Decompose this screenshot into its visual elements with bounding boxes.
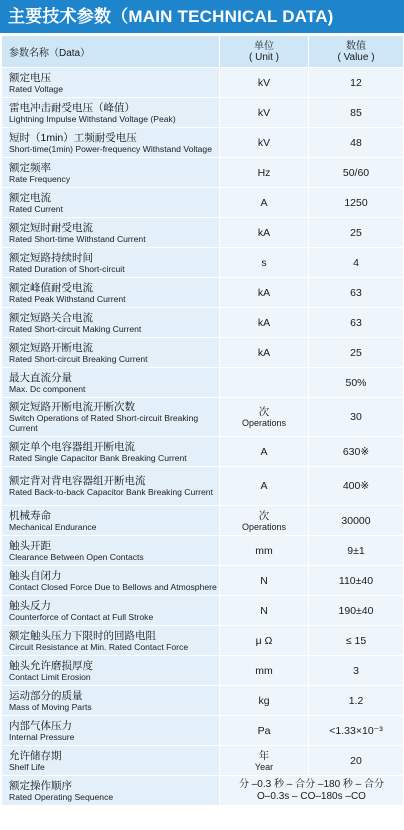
row-unit-cell — [220, 716, 309, 746]
row-name-en: Rated Current — [9, 203, 63, 214]
row-unit-en: Year — [254, 761, 274, 772]
table-row — [2, 98, 404, 128]
row-name-en: Rated Single Capacitor Bank Breaking Current — [9, 452, 187, 463]
row-name-cn: 额定短时耐受电流 — [9, 221, 93, 234]
header-value-en: ( Value ) — [337, 51, 375, 63]
row-unit: 次 — [258, 509, 270, 522]
row-unit-cell — [220, 308, 309, 338]
row-name — [2, 308, 220, 338]
row-name-cn: 额定短路开断电流开断次数 — [9, 401, 135, 413]
row-name-en: Rated Operating Sequence — [9, 791, 114, 802]
row-name-en: Rated Back-to-back Capacitor Bank Breaking Current — [9, 487, 213, 497]
row-unit: A — [260, 196, 268, 209]
row-unit-cell — [220, 368, 309, 398]
row-unit-cell — [220, 536, 309, 566]
row-name-en: Switch Operations of Rated Short-circuit Breaking Current — [9, 413, 199, 433]
row-unit: A — [260, 480, 268, 492]
row-value: ≤ 15 — [309, 626, 404, 656]
row-unit: kV — [257, 106, 271, 119]
row-unit-en: Operations — [241, 418, 287, 428]
row-name-en: Rated Short-circuit Making Current — [9, 323, 142, 334]
row-value: 1250 — [309, 188, 404, 218]
row-name-cn: 额定单个电容器组开断电流 — [9, 440, 135, 453]
table-row — [2, 128, 404, 158]
row-unit-cell — [220, 467, 309, 506]
row-name — [2, 776, 220, 806]
row-value-sequence — [220, 776, 404, 806]
row-value: 50% — [309, 368, 404, 398]
row-name-cn: 额定电压 — [9, 71, 51, 84]
page-title: 主要技术参数（MAIN TECHNICAL DATA) — [0, 0, 404, 33]
row-unit: 年 — [258, 749, 270, 762]
row-value: <1.33×10⁻³ — [309, 716, 404, 746]
row-value: 9±1 — [309, 536, 404, 566]
row-unit: A — [260, 445, 268, 458]
row-name — [2, 536, 220, 566]
table-row — [2, 158, 404, 188]
row-name-en: Mechanical Endurance — [9, 521, 97, 532]
row-unit: N — [260, 604, 268, 617]
row-unit-cell — [220, 596, 309, 626]
row-value: 30 — [309, 398, 404, 437]
row-unit: 次 — [258, 406, 270, 418]
row-name — [2, 338, 220, 368]
row-unit-cell — [220, 278, 309, 308]
row-name-en: Short-time(1min) Power-frequency Withstand Voltage — [9, 143, 212, 154]
table-row — [2, 746, 404, 776]
row-name-cn: 触头允许磨损厚度 — [9, 659, 93, 672]
table-row — [2, 626, 404, 656]
row-name-cn: 短时（1min）工频耐受电压 — [9, 131, 137, 144]
row-name — [2, 437, 220, 467]
row-name-cn: 额定背对背电容器组开断电流 — [9, 475, 146, 487]
row-name-cn: 额定短路关合电流 — [9, 311, 93, 324]
row-name-en: Counterforce of Contact at Full Stroke — [9, 611, 154, 622]
row-value: 190±40 — [309, 596, 404, 626]
row-name — [2, 188, 220, 218]
table-row — [2, 467, 404, 506]
row-value: 12 — [309, 68, 404, 98]
table-row — [2, 656, 404, 686]
row-name-cn: 运动部分的质量 — [9, 689, 83, 702]
table-row — [2, 596, 404, 626]
table-row — [2, 338, 404, 368]
row-value: 48 — [309, 128, 404, 158]
row-value: 630※ — [309, 437, 404, 467]
row-name — [2, 686, 220, 716]
row-unit-cell — [220, 68, 309, 98]
row-unit-cell — [220, 506, 309, 536]
table-row — [2, 686, 404, 716]
row-name-cn: 额定频率 — [9, 161, 51, 174]
row-name-cn: 内部气体压力 — [9, 719, 72, 732]
table-row — [2, 536, 404, 566]
row-value: 63 — [309, 308, 404, 338]
row-name-en: Rated Voltage — [9, 83, 63, 94]
row-name — [2, 716, 220, 746]
row-value: 20 — [309, 746, 404, 776]
row-unit: μ Ω — [255, 634, 273, 647]
row-unit-cell — [220, 158, 309, 188]
row-name-cn: 最大直流分量 — [9, 371, 72, 384]
table-row — [2, 218, 404, 248]
row-unit: kA — [257, 316, 271, 329]
table-row — [2, 368, 404, 398]
row-unit: Pa — [257, 724, 271, 737]
table-row — [2, 506, 404, 536]
table-row — [2, 716, 404, 746]
row-unit: s — [261, 256, 267, 269]
row-unit: kA — [257, 286, 271, 299]
row-value: 50/60 — [309, 158, 404, 188]
row-name-en: Rated Duration of Short-circuit — [9, 263, 125, 274]
row-name-en: Shelf Life — [9, 761, 45, 772]
row-name-cn: 允许储存期 — [9, 749, 62, 762]
row-unit-cell — [220, 248, 309, 278]
row-name — [2, 398, 220, 437]
row-unit-cell — [220, 686, 309, 716]
row-unit: kV — [257, 76, 271, 89]
row-unit: kA — [257, 346, 271, 359]
row-name-cn: 额定操作顺序 — [9, 779, 72, 792]
header-unit — [220, 36, 309, 68]
row-name-en: Lightning Impulse Withstand Voltage (Peak) — [9, 113, 176, 124]
row-value: 400※ — [309, 467, 404, 506]
row-value: 3 — [309, 656, 404, 686]
row-unit-cell — [220, 188, 309, 218]
row-name-en: Rated Peak Withstand Current — [9, 293, 126, 304]
row-unit-cell — [220, 338, 309, 368]
row-name-cn: 额定电流 — [9, 191, 51, 204]
row-name-cn: 额定短路持续时间 — [9, 251, 93, 264]
row-name-en: Clearance Between Open Contacts — [9, 551, 144, 562]
table-header — [2, 36, 404, 68]
row-unit-cell — [220, 746, 309, 776]
row-value: 4 — [309, 248, 404, 278]
row-name — [2, 566, 220, 596]
row-unit: kA — [257, 226, 271, 239]
sequence-en: O–0.3s – CO–180s –CO — [257, 790, 366, 802]
table-row — [2, 248, 404, 278]
row-unit-cell — [220, 218, 309, 248]
row-unit-cell — [220, 128, 309, 158]
row-value: 1.2 — [309, 686, 404, 716]
row-value: 25 — [309, 338, 404, 368]
table-row — [2, 398, 404, 437]
row-unit-cell — [220, 437, 309, 467]
row-unit: kg — [258, 694, 270, 707]
row-name-cn: 雷电冲击耐受电压（峰值） — [9, 101, 135, 114]
row-name-cn: 触头自闭力 — [9, 569, 62, 582]
table-row — [2, 278, 404, 308]
row-name — [2, 506, 220, 536]
row-name-en: Max. Dc component — [9, 383, 86, 394]
row-name-en: Contact Limit Erosion — [9, 671, 91, 682]
row-unit: kV — [257, 136, 271, 149]
row-unit-cell — [220, 566, 309, 596]
row-name — [2, 128, 220, 158]
row-unit-cell — [220, 398, 309, 437]
row-name — [2, 656, 220, 686]
row-name — [2, 626, 220, 656]
table-row — [2, 437, 404, 467]
row-name-en: Rated Short-circuit Breaking Current — [9, 353, 148, 364]
table-row — [2, 68, 404, 98]
row-name-en: Rate Frequency — [9, 173, 71, 184]
row-name — [2, 368, 220, 398]
row-unit-cell — [220, 656, 309, 686]
row-value: 110±40 — [309, 566, 404, 596]
row-name — [2, 278, 220, 308]
row-value: 30000 — [309, 506, 404, 536]
row-name-cn: 触头开距 — [9, 539, 51, 552]
table-row-operating-sequence — [2, 776, 404, 806]
row-value: 63 — [309, 278, 404, 308]
row-name — [2, 248, 220, 278]
row-unit: mm — [255, 544, 273, 557]
row-name — [2, 218, 220, 248]
row-name — [2, 68, 220, 98]
sequence-cn: 分 –0.3 秒 – 合分 –180 秒 – 合分 — [238, 778, 385, 790]
row-name-en: Internal Pressure — [9, 731, 75, 742]
technical-data-table — [1, 35, 404, 806]
header-value — [309, 36, 404, 68]
header-value-cn: 数值 — [346, 40, 366, 52]
row-unit: Hz — [257, 166, 271, 179]
row-name-cn: 触头反力 — [9, 599, 51, 612]
row-name-en: Circuit Resistance at Min. Rated Contact Force — [9, 641, 189, 652]
row-name — [2, 158, 220, 188]
header-unit-cn: 单位 — [254, 40, 274, 52]
table-row — [2, 188, 404, 218]
row-name-cn: 额定峰值耐受电流 — [9, 281, 93, 294]
row-name-en: Mass of Moving Parts — [9, 701, 92, 712]
row-name-cn: 额定触头压力下限时的回路电阻 — [9, 629, 156, 642]
row-name-cn: 额定短路开断电流 — [9, 341, 93, 354]
row-name-cn: 机械寿命 — [9, 509, 51, 522]
row-unit-cell — [220, 98, 309, 128]
row-name-en: Contact Closed Force Due to Bellows and Atmosphere — [9, 581, 217, 592]
row-value: 85 — [309, 98, 404, 128]
row-value: 25 — [309, 218, 404, 248]
row-unit-en: Operations — [241, 521, 287, 532]
table-row — [2, 566, 404, 596]
table-row — [2, 308, 404, 338]
row-unit: N — [260, 574, 268, 587]
header-name: 参数名称（Data） — [2, 36, 220, 68]
row-name — [2, 746, 220, 776]
row-name-en: Rated Short-time Withstand Current — [9, 233, 146, 244]
row-name — [2, 596, 220, 626]
row-unit-cell — [220, 626, 309, 656]
row-name — [2, 98, 220, 128]
row-unit: mm — [255, 664, 273, 677]
row-name — [2, 467, 220, 506]
header-unit-en: ( Unit ) — [249, 51, 279, 63]
